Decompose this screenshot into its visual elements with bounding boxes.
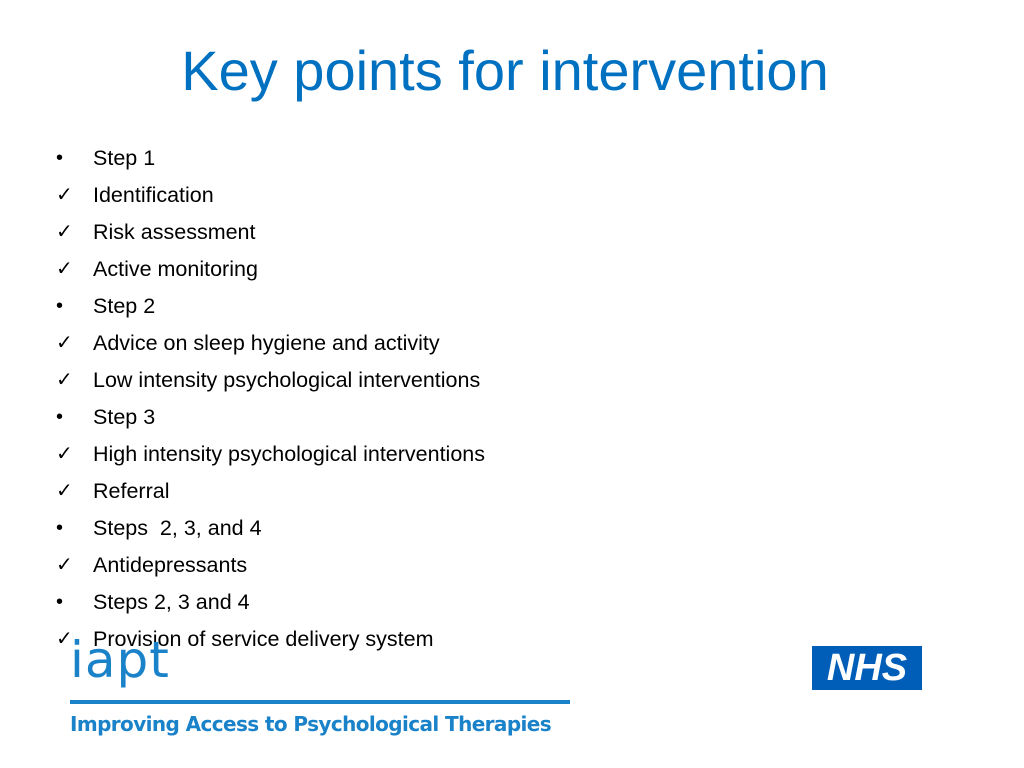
list-item-text: Referral (93, 479, 170, 503)
list-item-text: Step 2 (93, 294, 156, 318)
iapt-logo-divider (70, 700, 570, 704)
list-item-text: Step 1 (93, 146, 156, 170)
iapt-logo-word: iapt (70, 631, 170, 689)
checkmark-icon: ✓ (56, 369, 73, 391)
bullet-marker: • (56, 591, 64, 613)
list-item-text: High intensity psychological interventions (93, 442, 485, 466)
checkmark-icon: ✓ (56, 443, 73, 465)
bullet-marker: • (56, 295, 64, 317)
bullet-marker: • (56, 406, 64, 428)
checkmark-icon: ✓ (56, 184, 73, 206)
checkmark-icon: ✓ (56, 554, 73, 576)
checkmark-icon: ✓ (56, 258, 73, 280)
iapt-logo (70, 632, 570, 742)
slide-title: Key points for intervention (181, 39, 829, 102)
list-item-text: Advice on sleep hygiene and activity (93, 331, 440, 355)
bullet-marker: • (56, 517, 64, 539)
list-item-text: Identification (93, 183, 214, 207)
checkmark-icon: ✓ (56, 332, 73, 354)
nhs-logo: NHS (812, 646, 922, 690)
list-item-text: Risk assessment (93, 220, 256, 244)
iapt-logo-tagline: Improving Access to Psychological Therapies (70, 712, 552, 736)
list-item-text: Step 3 (93, 405, 156, 429)
checkmark-icon: ✓ (56, 221, 73, 243)
checkmark-icon: ✓ (56, 628, 73, 650)
bullet-marker: • (56, 147, 64, 169)
list-item-text: Active monitoring (93, 257, 258, 281)
list-item-text: Provision of service delivery system (93, 627, 434, 651)
checkmark-icon: ✓ (56, 480, 73, 502)
list-item-text: Low intensity psychological interventions (93, 368, 481, 392)
list-item-text: Antidepressants (93, 553, 248, 577)
list-item-text: Steps 2, 3 and 4 (93, 590, 250, 614)
list-item-text: Steps 2, 3, and 4 (93, 516, 262, 540)
